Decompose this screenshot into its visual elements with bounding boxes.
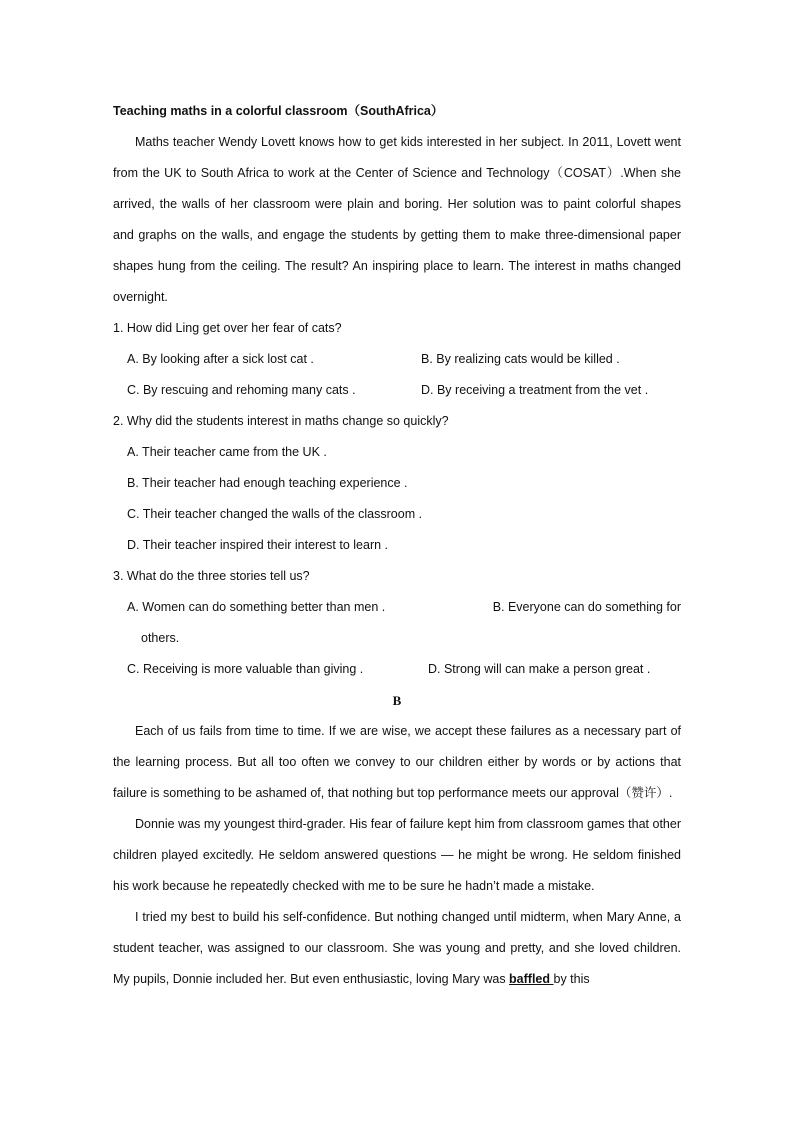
question-1-options-row-2 [113, 375, 681, 406]
question-3-stem: 3. What do the three stories tell us? [113, 569, 310, 583]
question-3-option-a: A. Women can do something better than men . [127, 600, 386, 614]
question-3-options-row-1 [113, 592, 681, 623]
passage-b-paragraph-3-tail: by this [553, 972, 590, 986]
question-3-option-d: D. Strong will can make a person great . [428, 662, 651, 676]
document-page [113, 96, 681, 995]
question-3-option-b-continued [113, 623, 681, 654]
passage-b-paragraph-1: Each of us fails from time to time. If we are wise, we accept these failures as a necessary part of the learning process. But all too often we convey to our children either by words or by actions that failure is something to be ashamed of, that nothing but top performance meets our approval（赞许）. [113, 724, 681, 800]
passage-title: Teaching maths in a colorful classroom（SouthAfrica） [113, 104, 444, 118]
question-1-stem: 1. How did Ling get over her fear of cats? [113, 321, 342, 335]
question-2-option-c: C. Their teacher changed the walls of the classroom . [127, 507, 423, 521]
question-1-option-d: D. By receiving a treatment from the vet . [421, 383, 649, 397]
passage-b-paragraph-2: Donnie was my youngest third-grader. His fear of failure kept him from classroom games that other children played excitedly. He seldom answered questions — he might be wrong. He seldom finished his work because he repeatedly checked with me to be sure he hadn’t made a mistake. [113, 817, 681, 893]
highlighted-word: baffled [509, 972, 554, 986]
question-1-option-c: C. By rescuing and rehoming many cats . [127, 383, 356, 397]
passage-b-paragraph-3 [113, 902, 681, 995]
question-2-stem: 2. Why did the students interest in maths change so quickly? [113, 414, 449, 428]
question-2-option-a: A. Their teacher came from the UK . [127, 445, 327, 459]
question-2-option-b: B. Their teacher had enough teaching experience . [127, 476, 408, 490]
question-1-option-a: A. By looking after a sick lost cat . [127, 352, 314, 366]
section-b-heading: B [392, 693, 402, 708]
question-3-option-b: B. Everyone can do something for [492, 600, 681, 614]
passage-a-text: Maths teacher Wendy Lovett knows how to get kids interested in her subject. In 2011, Lovett went from the UK to South Africa to work at the Center of Science and Technology（COSAT）.When she arrived, the walls of her classroom were plain and boring. Her solution was to paint colorful shapes and graphs on the walls, and engage the students by getting them to make three-dimensional paper shapes hung from the ceiling. The result? An inspiring place to learn. The interest in maths changed overnight. [113, 135, 681, 304]
question-1-option-b: B. By realizing cats would be killed . [421, 352, 620, 366]
question-3-option-c: C. Receiving is more valuable than giving . [127, 662, 364, 676]
question-3-options-row-2 [113, 654, 681, 685]
passage-b-paragraph-3-text: I tried my best to build his self-confidence. But nothing changed until midterm, when Mary Anne, a student teacher, was assigned to our classroom. She was young and pretty, and she loved children. My pupils, Donnie included her. But even enthusiastic, loving Mary was [113, 910, 681, 986]
question-3-option-b-line2: others. [141, 631, 180, 645]
question-2-option-d: D. Their teacher inspired their interest to learn . [127, 538, 389, 552]
question-1-options-row-1 [113, 344, 681, 375]
